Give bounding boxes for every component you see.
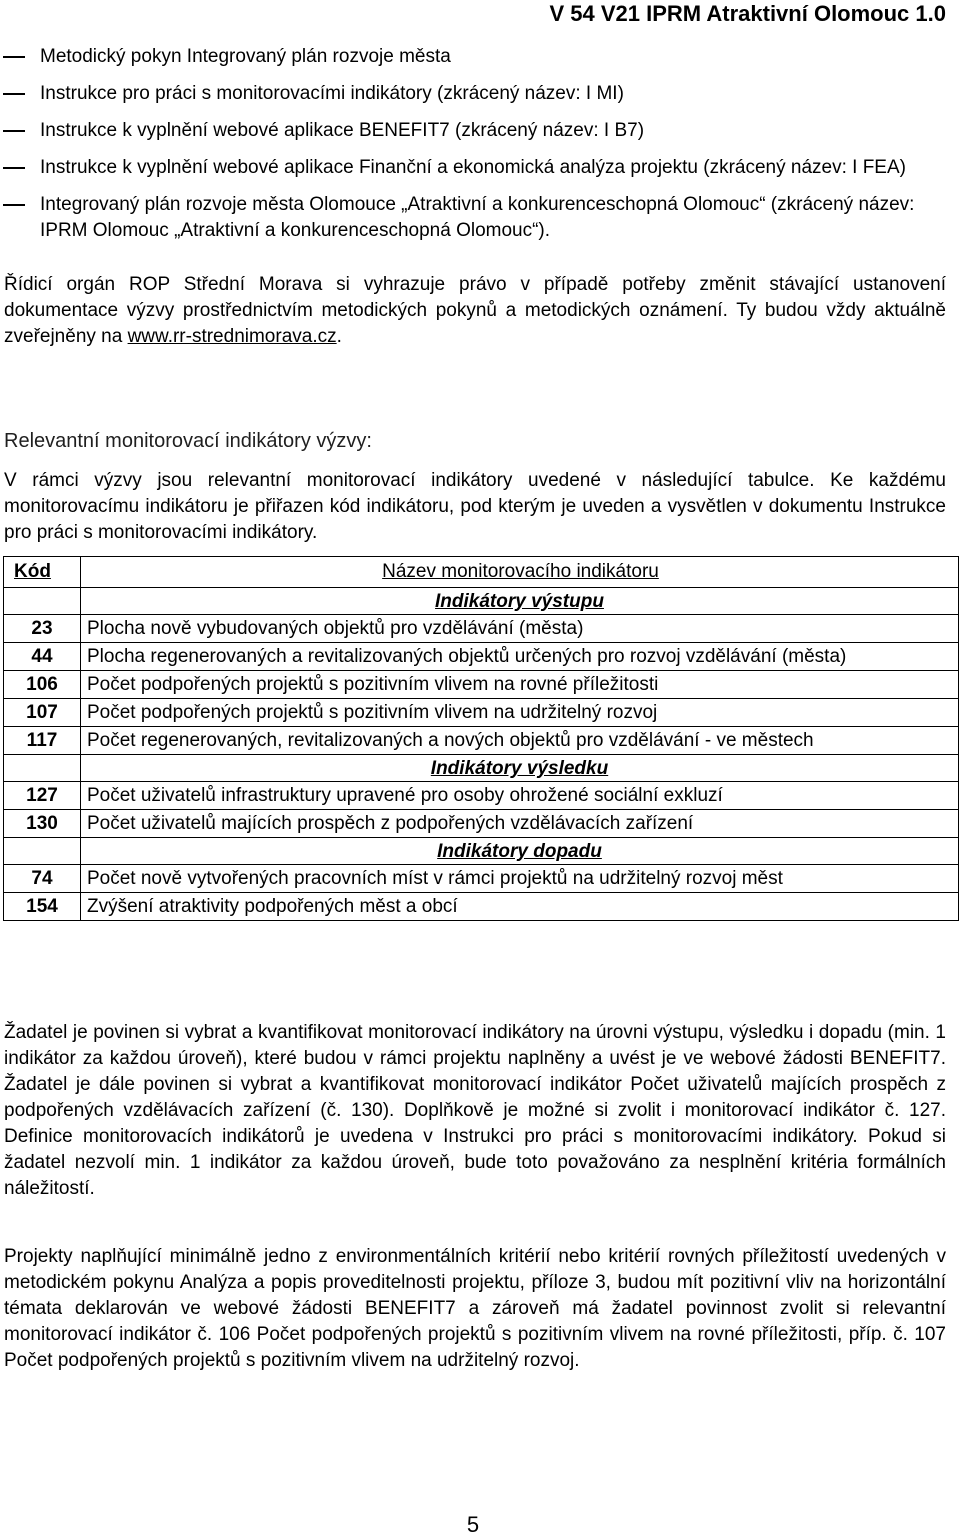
- list-item-text: Metodický pokyn Integrovaný plán rozvoje města: [40, 46, 451, 67]
- intro-text: Řídicí orgán ROP Střední Morava si vyhrazuje právo v případě potřeby změnit stávající ustanovení dokumentace výzvy prostřednictvím metodických pokynů a metodických oznámení. Ty budou vždy aktuálně zveřejněny na: [4, 274, 946, 347]
- indicator-code: 44: [4, 643, 81, 671]
- indicator-name: Plocha regenerovaných a revitalizovaných objektů určených pro rozvoj vzdělávání (města): [81, 643, 959, 671]
- indicator-name: Počet uživatelů majících prospěch z podpořených vzdělávacích zařízení: [81, 810, 959, 838]
- column-header-name: [81, 557, 959, 588]
- indicator-code: 74: [4, 865, 81, 893]
- group-label-result: Indikátory výsledku: [81, 755, 959, 782]
- applicant-requirements-paragraph: Žadatel je povinen si vybrat a kvantifikovat monitorovací indikátory na úrovni výstupu, výsledku i dopadu (min. 1 indikátor za každou úroveň), které budou v rámci projektu naplněny a uvést je ve webové žádosti BENEFIT7. Žadatel je dále povinen si vybrat a kvantifikovat monitorovací indikátor Počet uživatelů majících prospěch z podpořených vzdělávacích zařízení (č. 130). Doplňkově je možné si zvolit i monitorovací indikátor č. 127. Definice monitorovacích indikátorů je uvedena v Instrukci pro práci s monitorovacími indikátory. Pokud si žadatel nezvolí min. 1 indikátor za každou úroveň, bude toto považováno za nesplnění kritéria formálních náležitostí.: [4, 1022, 946, 1199]
- indicator-code: 127: [4, 782, 81, 810]
- group-row-output: [4, 588, 959, 615]
- table-row: [4, 782, 959, 810]
- indicator-code: 106: [4, 671, 81, 699]
- intro-paragraph: [4, 272, 946, 350]
- list-item: [0, 118, 950, 144]
- list-item-text: Integrovaný plán rozvoje města Olomouce „Atraktivní a konkurenceschopná Olomouc“ (zkrácený název: IPRM Olomouc „Atraktivní a konkurenceschopná Olomouc“).: [40, 194, 915, 241]
- table-row: [4, 810, 959, 838]
- column-header-code: [4, 557, 81, 588]
- page-number: 5: [466, 1512, 480, 1537]
- dash-bullet-icon: [3, 56, 25, 58]
- list-item-text: Instrukce k vyplnění webové aplikace Finanční a ekonomická analýza projektu (zkrácený název: I FEA): [40, 157, 906, 178]
- dash-bullet-icon: [3, 167, 25, 169]
- table-row: [4, 865, 959, 893]
- group-row-result: [4, 755, 959, 782]
- indicator-code: 23: [4, 615, 81, 643]
- indicator-code: 130: [4, 810, 81, 838]
- group-row-impact: [4, 838, 959, 865]
- reference-document-list: [0, 44, 950, 255]
- column-header-code-label: Kód: [14, 561, 51, 582]
- list-item: [0, 44, 950, 70]
- list-item: [0, 81, 950, 107]
- website-link[interactable]: www.rr-strednimorava.cz: [127, 326, 337, 347]
- indicator-name: Zvýšení atraktivity podpořených měst a obcí: [81, 893, 959, 921]
- group-spacer: [4, 838, 81, 865]
- dash-bullet-icon: [3, 204, 25, 206]
- horizontal-themes-paragraph: Projekty naplňující minimálně jedno z environmentálních kritérií nebo kritérií rovných příležitostí uvedených v metodickém pokynu Analýza a popis proveditelnosti projektu, příloze 3, budou mít pozitivní vliv na horizontální témata deklarován ve webové žádosti BENEFIT7 a zároveň má žadatel povinnost zvolit si relevantní monitorovací indikátor č. 106 Počet podpořených projektů s pozitivním vlivem na rovné příležitosti, příp. č. 107 Počet podpořených projektů s pozitivním vlivem na udržitelný rozvoj.: [4, 1246, 946, 1371]
- table-row: [4, 699, 959, 727]
- indicator-name: Počet nově vytvořených pracovních míst v rámci projektů na udržitelný rozvoj měst: [81, 865, 959, 893]
- table-row: [4, 671, 959, 699]
- list-item: [0, 192, 950, 244]
- dash-bullet-icon: [3, 93, 25, 95]
- indicator-code: 154: [4, 893, 81, 921]
- indicator-name: Počet regenerovaných, revitalizovaných a nových objektů pro vzdělávání - ve městech: [81, 727, 959, 755]
- list-item: [0, 155, 950, 181]
- indicator-name: Plocha nově vybudovaných objektů pro vzdělávání (města): [81, 615, 959, 643]
- indicator-name: Počet podpořených projektů s pozitivním vlivem na udržitelný rozvoj: [81, 699, 959, 727]
- list-item-text: Instrukce pro práci s monitorovacími indikátory (zkrácený název: I MI): [40, 83, 624, 104]
- intro-end: .: [336, 326, 342, 347]
- indicators-table: [3, 556, 959, 921]
- section-text: V rámci výzvy jsou relevantní monitorovací indikátory uvedené v následující tabulce. Ke každému monitorovacímu indikátoru je přiřazen kód indikátoru, pod kterým je uveden a vysvětlen v dokumentu Instrukce pro práci s monitorovacími indikátory.: [4, 470, 946, 543]
- indicator-name: Počet uživatelů infrastruktury upravené pro osoby ohrožené sociální exkluzí: [81, 782, 959, 810]
- list-item-text: Instrukce k vyplnění webové aplikace BENEFIT7 (zkrácený název: I B7): [40, 120, 645, 141]
- group-spacer: [4, 755, 81, 782]
- indicator-code: 107: [4, 699, 81, 727]
- table-row: [4, 893, 959, 921]
- section-heading: Relevantní monitorovací indikátory výzvy:: [4, 430, 372, 452]
- group-spacer: [4, 588, 81, 615]
- indicator-name: Počet podpořených projektů s pozitivním vlivem na rovné příležitosti: [81, 671, 959, 699]
- group-label-output: Indikátory výstupu: [81, 588, 959, 615]
- column-header-name-label: Název monitorovacího indikátoru: [382, 561, 659, 582]
- table-header-row: [4, 557, 959, 588]
- page-header-title: V 54 V21 IPRM Atraktivní Olomouc 1.0: [549, 1, 946, 26]
- indicator-code: 117: [4, 727, 81, 755]
- group-label-impact: Indikátory dopadu: [81, 838, 959, 865]
- table-row: [4, 615, 959, 643]
- dash-bullet-icon: [3, 130, 25, 132]
- table-row: [4, 727, 959, 755]
- table-row: [4, 643, 959, 671]
